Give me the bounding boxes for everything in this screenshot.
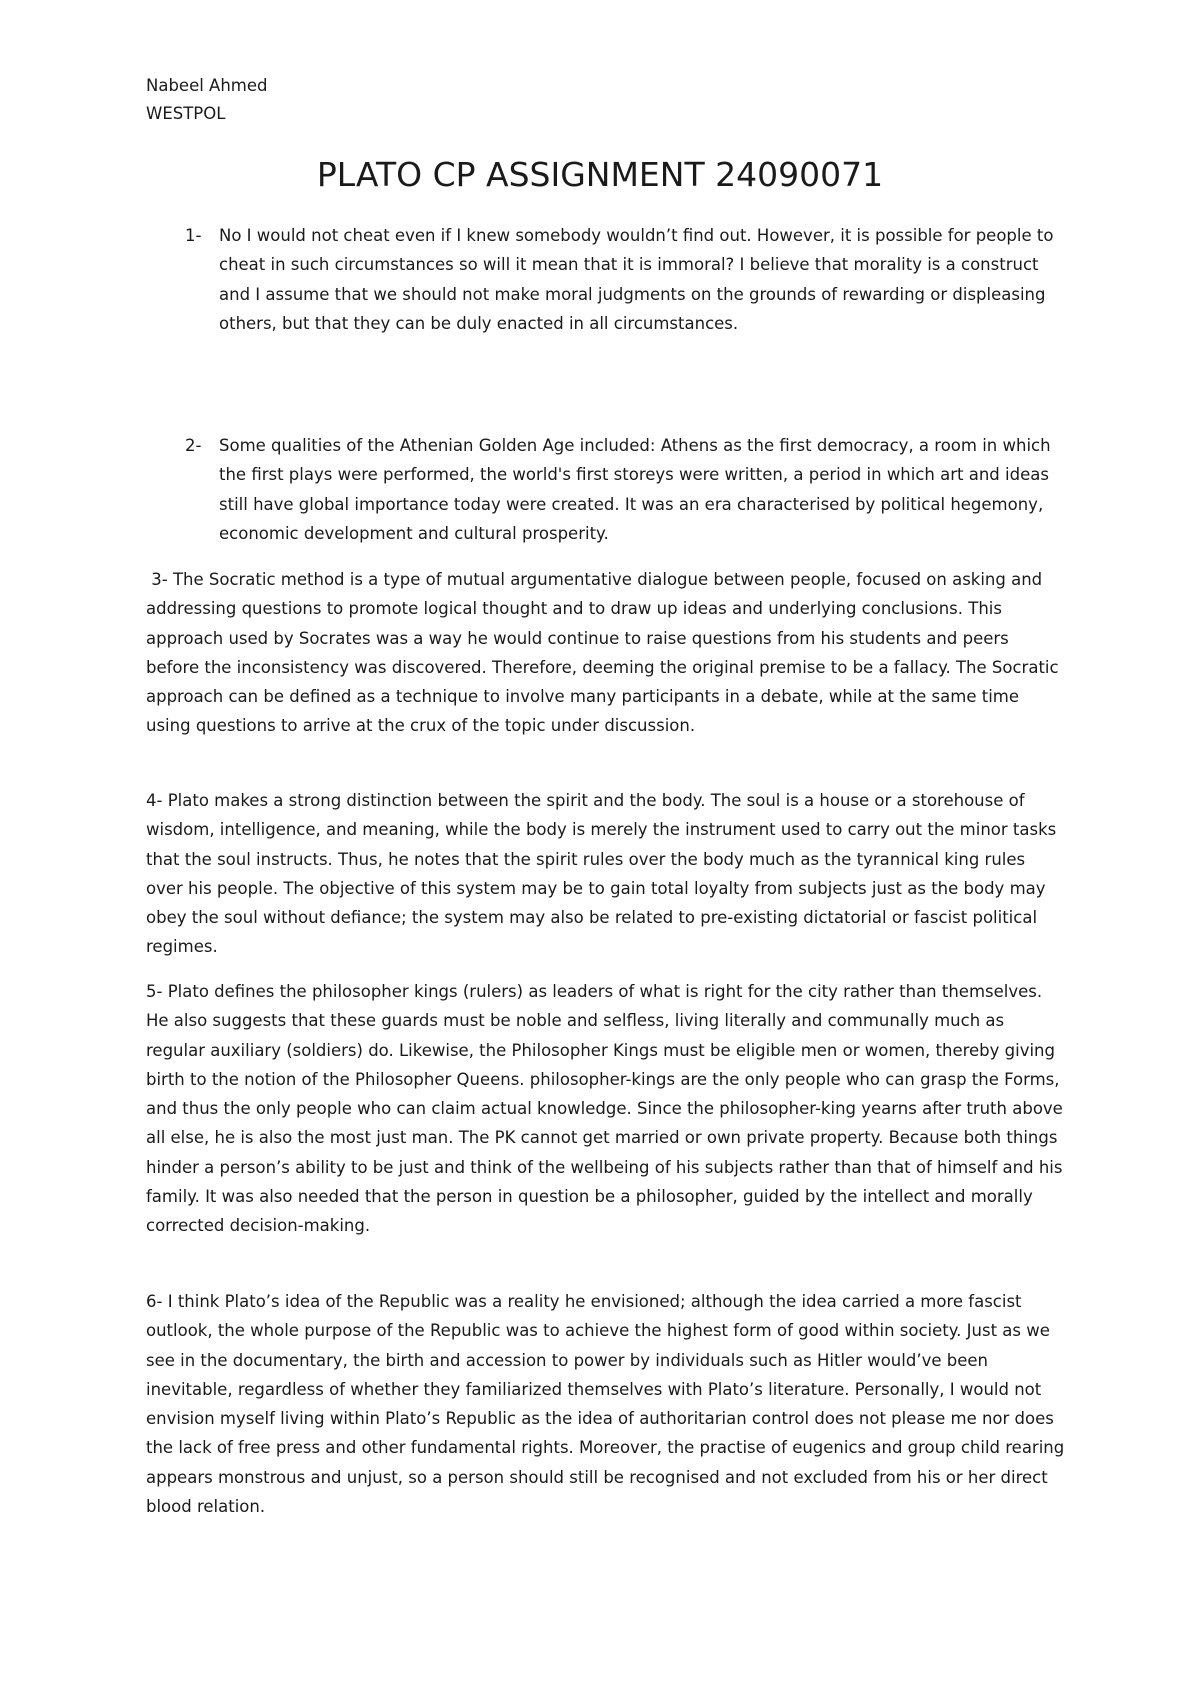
answer-5-text: Plato defines the philosopher kings (rulers) as leaders of what is right for the city rather than themselves. He also suggests that these guards must be noble and selfless, living literally and communally much as regular auxiliary (soldiers) do. Likewise, the Philosopher Kings must be eligible men or women, thereby giving birth to the notion of the Philosopher Queens. philosopher-kings are the only people who can grasp the Forms, and thus the only people who can claim actual knowledge. Since the philosopher-king yearns after truth above all else, he is also the most just man. The PK cannot get married or own private property. Because both things hinder a person’s ability to be just and think of the wellbeing of his subjects rather than that of himself and his family. It was also needed that the person in question be a philosopher, guided by the intellect and morally corrected decision-making. bbox=[146, 982, 1063, 1236]
answer-4-number: 4- bbox=[146, 791, 163, 810]
answer-2-number: 2- bbox=[185, 436, 202, 455]
answer-1 bbox=[185, 221, 1065, 338]
answer-3-number: 3- bbox=[151, 570, 168, 589]
answer-1-text: No I would not cheat even if I knew somebody wouldn’t find out. However, it is possible for people to cheat in such circumstances so will it mean that it is immoral? I believe that morality is a construct and I assume that we should not make moral judgments on the grounds of rewarding or displeasing others, but that they can be duly enacted in all circumstances. bbox=[219, 226, 1054, 333]
answer-6-text: I think Plato’s idea of the Republic was a reality he envisioned; although the idea carried a more fascist outlook, the whole purpose of the Republic was to achieve the highest form of good within society. Just as we see in the documentary, the birth and accession to power by individuals such as Hitler would’ve been inevitable, regardless of whether they familiarized themselves with Plato’s literature. Personally, I would not envision myself living within Plato’s Republic as the idea of authoritarian control does not please me nor does the lack of free press and other fundamental rights. Moreover, the practise of eugenics and group child rearing appears monstrous and unjust, so a person should still be recognised and not excluded from his or her direct blood relation. bbox=[146, 1292, 1065, 1517]
answer-2 bbox=[185, 431, 1065, 548]
answer-6 bbox=[146, 1287, 1066, 1521]
author-name: Nabeel Ahmed bbox=[146, 76, 268, 95]
answer-5 bbox=[146, 977, 1066, 1241]
answer-3 bbox=[146, 565, 1066, 741]
answer-4 bbox=[146, 786, 1066, 962]
answer-1-number: 1- bbox=[185, 226, 202, 245]
course-name: WESTPOL bbox=[146, 104, 226, 123]
answer-2-text: Some qualities of the Athenian Golden Age included: Athens as the first democracy, a room in which the first plays were performed, the world's first storeys were written, a period in which art and ideas still have global importance today were created. It was an era characterised by political hegemony, economic development and cultural prosperity. bbox=[219, 436, 1051, 543]
document-title: PLATO CP ASSIGNMENT 24090071 bbox=[316, 155, 884, 194]
answer-3-text: The Socratic method is a type of mutual argumentative dialogue between people, focused on asking and addressing questions to promote logical thought and to draw up ideas and underlying conclusions. This approach used by Socrates was a way he would continue to raise questions from his students and peers before the inconsistency was discovered. Therefore, deeming the original premise to be a fallacy. The Socratic approach can be defined as a technique to involve many participants in a debate, while at the same time using questions to arrive at the crux of the topic under discussion. bbox=[146, 570, 1059, 736]
answer-5-number: 5- bbox=[146, 982, 163, 1001]
document-header bbox=[146, 72, 268, 128]
answer-4-text: Plato makes a strong distinction between the spirit and the body. The soul is a house or a storehouse of wisdom, intelligence, and meaning, while the body is merely the instrument used to carry out the minor tasks that the soul instructs. Thus, he notes that the spirit rules over the body much as the tyrannical king rules over his people. The objective of this system may be to gain total loyalty from subjects just as the body may obey the soul without defiance; the system may also be related to pre-existing dictatorial or fascist political regimes. bbox=[146, 791, 1057, 957]
answer-6-number: 6- bbox=[146, 1292, 163, 1311]
